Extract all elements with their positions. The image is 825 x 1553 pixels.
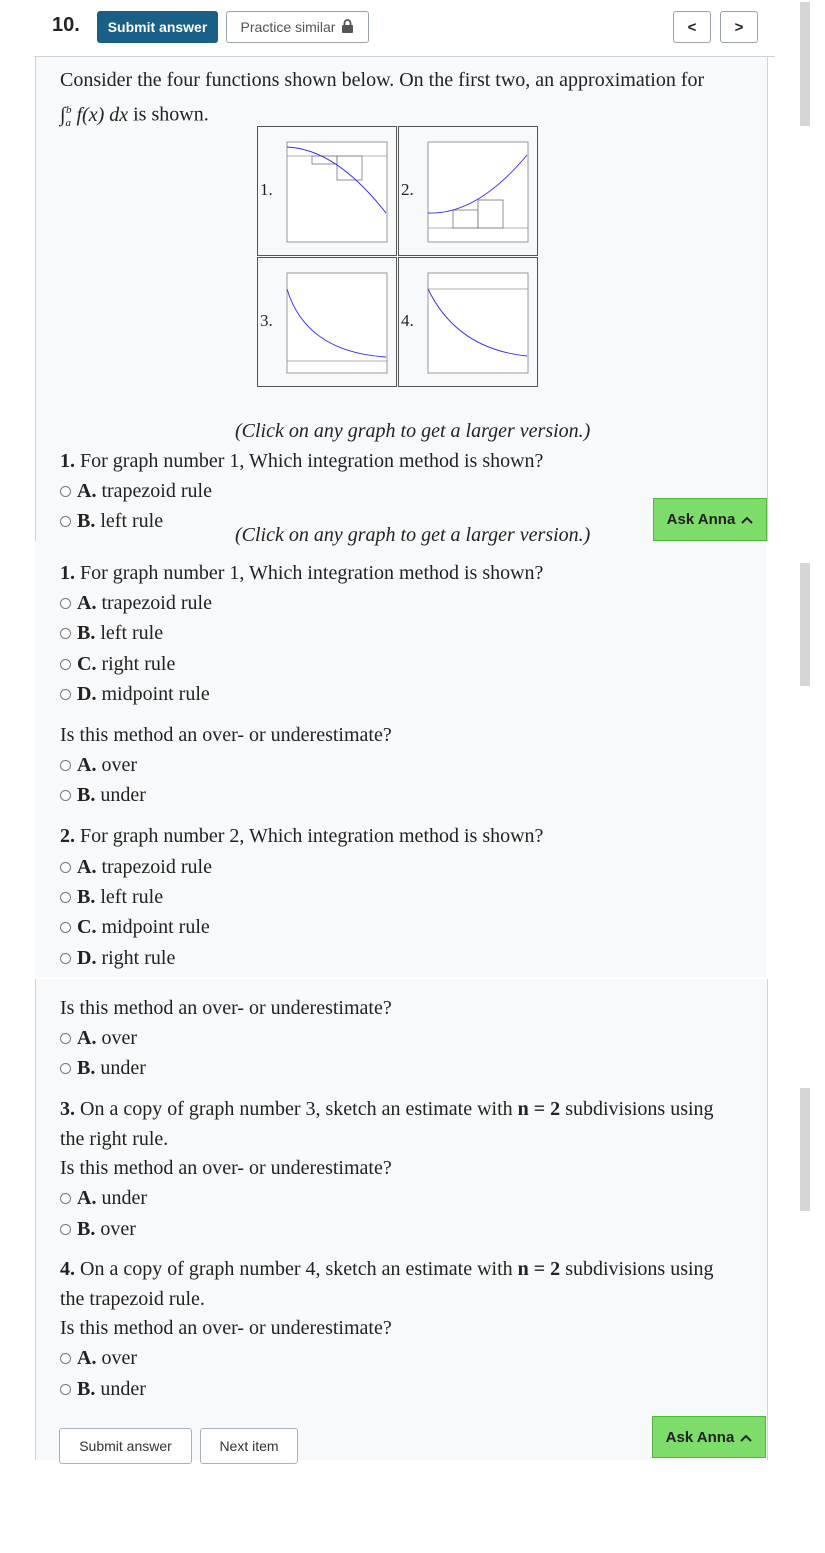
option-letter: D. [77, 683, 97, 705]
option-letter: C. [77, 916, 97, 938]
click-hint-clipped [235, 524, 591, 552]
option-text: midpoint rule [101, 916, 210, 938]
graph-1-plot [276, 133, 390, 251]
footer-submit-answer-button[interactable]: Submit answer [59, 1428, 192, 1464]
q4-prompt-after: subdivisions using [565, 1258, 714, 1280]
q1-sub-option-b[interactable] [60, 780, 146, 810]
click-hint-clipped-text: (Click on any graph to get a larger version.) [235, 524, 591, 546]
radio-button[interactable] [60, 760, 71, 771]
q3-prompt-line2: the right rule. [60, 1128, 169, 1150]
q1-number: 1. [60, 562, 75, 584]
option-letter: B. [77, 510, 96, 532]
q4-sub-option-a[interactable] [60, 1343, 137, 1373]
click-hint: (Click on any graph to get a larger version.) [235, 420, 591, 442]
scrollbar-thumb[interactable] [800, 1088, 810, 1211]
intro-text-after: is shown. [133, 103, 209, 126]
q1-overlay-prompt-text: For graph number 1, Which integration method is shown? [80, 450, 544, 472]
option-letter: B. [77, 1218, 96, 1240]
option-text: over [101, 754, 137, 776]
q1-sub-prompt: Is this method an over- or underestimate? [60, 724, 392, 746]
graph-1[interactable] [257, 126, 397, 256]
graph-4[interactable] [398, 257, 538, 387]
radio-button[interactable] [60, 1063, 71, 1074]
option-letter: A. [77, 480, 97, 502]
intro-text-before: Consider the four functions shown below. On the first two, an approximation for [60, 69, 705, 91]
q1-sub-option-a[interactable] [60, 750, 137, 780]
next-question-button[interactable] [720, 11, 758, 43]
q1-option-d[interactable] [60, 679, 210, 709]
radio-button[interactable] [60, 922, 71, 933]
q2-option-d[interactable] [60, 943, 175, 973]
graph-label: 3. [260, 311, 273, 330]
previous-question-button[interactable] [673, 11, 711, 43]
graph-label: 1. [260, 180, 273, 199]
option-text: over [100, 1218, 136, 1240]
option-letter: B. [77, 1378, 96, 1400]
chevron-left-icon: < [687, 18, 697, 36]
option-text: under [101, 1187, 147, 1209]
ask-anna-button[interactable] [652, 1416, 766, 1458]
option-letter: C. [77, 653, 97, 675]
q3-number: 3. [60, 1098, 75, 1120]
q3-prompt-before: On a copy of graph number 3, sketch an estimate with [80, 1098, 513, 1120]
q3-sub-option-b[interactable] [60, 1214, 136, 1244]
graph-label: 2. [401, 180, 414, 199]
ask-anna-label: Ask Anna [666, 511, 736, 528]
q2-option-a[interactable] [60, 852, 212, 882]
q1-overlay-option-b[interactable] [60, 506, 163, 536]
option-text: under [100, 784, 146, 806]
q4-prompt-line2: the trapezoid rule. [60, 1288, 205, 1310]
radio-button[interactable] [60, 1224, 71, 1235]
option-text: left rule [100, 510, 164, 532]
radio-button[interactable] [60, 516, 71, 527]
option-letter: A. [77, 754, 97, 776]
q3-math: n = 2 [517, 1098, 561, 1120]
q4-prompt-before: On a copy of graph number 4, sketch an estimate with [80, 1258, 513, 1280]
option-letter: A. [77, 1027, 97, 1049]
radio-button[interactable] [60, 953, 71, 964]
integral-expression: $\int_a^b$ f(x) dx [60, 103, 129, 129]
option-letter: A. [77, 1187, 97, 1209]
q1-option-a[interactable] [60, 588, 212, 618]
graph-label: 4. [401, 311, 414, 330]
radio-button[interactable] [60, 1353, 71, 1364]
option-text: trapezoid rule [101, 592, 212, 614]
radio-button[interactable] [60, 1193, 71, 1204]
option-text: left rule [100, 886, 164, 908]
q4-math: n = 2 [517, 1258, 561, 1280]
option-letter: A. [77, 1347, 97, 1369]
q3-sub-option-a[interactable] [60, 1183, 147, 1213]
graph-4-plot [417, 264, 531, 382]
q3-sub-prompt: Is this method an over- or underestimate? [60, 1157, 392, 1179]
scrollbar-thumb[interactable] [800, 563, 810, 686]
q3-prompt-after: subdivisions using [565, 1098, 714, 1120]
ask-anna-label: Ask Anna [665, 1428, 735, 1446]
q2-prompt [60, 821, 543, 851]
q2-sub-option-b[interactable] [60, 1053, 146, 1083]
q2-option-b[interactable] [60, 882, 163, 912]
radio-button[interactable] [60, 598, 71, 609]
option-letter: A. [77, 592, 97, 614]
graph-2[interactable] [398, 126, 538, 256]
q4-number: 4. [60, 1258, 75, 1280]
option-text: trapezoid rule [101, 856, 212, 878]
q1-option-c[interactable] [60, 649, 175, 679]
lock-icon [341, 19, 354, 36]
scrollbar-thumb[interactable] [800, 2, 810, 126]
practice-similar-label: Practice similar [240, 19, 336, 35]
q1-prompt-text: For graph number 1, Which integration method is shown? [80, 562, 544, 584]
option-text: midpoint rule [101, 683, 210, 705]
q2-sub-prompt: Is this method an over- or underestimate? [60, 997, 392, 1019]
option-text: trapezoid rule [101, 480, 212, 502]
graph-2-plot [417, 133, 531, 251]
graph-3-plot [276, 264, 390, 382]
option-text: under [100, 1378, 146, 1400]
option-letter: D. [77, 947, 97, 969]
submit-answer-button[interactable]: Submit answer [97, 11, 218, 43]
option-letter: A. [77, 856, 97, 878]
chevron-up-icon [740, 1429, 752, 1446]
option-text: over [101, 1027, 137, 1049]
option-text: right rule [101, 653, 176, 675]
radio-button[interactable] [60, 486, 71, 497]
radio-button[interactable] [60, 1033, 71, 1044]
radio-button[interactable] [60, 628, 71, 639]
q2-sub-option-a[interactable] [60, 1023, 137, 1053]
q2-prompt-text: For graph number 2, Which integration method is shown? [80, 825, 544, 847]
option-letter: B. [77, 784, 96, 806]
q1-overlay-prompt [60, 446, 543, 476]
q1-overlay-option-a[interactable] [60, 476, 212, 506]
graph-grid [257, 126, 539, 387]
graph-3[interactable] [257, 257, 397, 387]
q1-overlay-number: 1. [60, 450, 75, 472]
q3-prompt [60, 1094, 760, 1154]
q1-prompt [60, 558, 543, 588]
radio-button[interactable] [60, 862, 71, 873]
chevron-right-icon: > [734, 18, 744, 36]
radio-button[interactable] [60, 790, 71, 801]
option-letter: B. [77, 1057, 96, 1079]
q4-sub-prompt: Is this method an over- or underestimate? [60, 1317, 392, 1339]
question-number: 10. [52, 14, 80, 36]
q2-number: 2. [60, 825, 75, 847]
ask-anna-button[interactable] [653, 498, 767, 541]
option-text: right rule [101, 947, 176, 969]
radio-button[interactable] [60, 1384, 71, 1395]
q4-prompt [60, 1254, 760, 1314]
radio-button[interactable] [60, 689, 71, 700]
option-text: under [100, 1057, 146, 1079]
option-text: left rule [100, 622, 164, 644]
option-letter: B. [77, 886, 96, 908]
q4-sub-option-b[interactable] [60, 1374, 146, 1404]
q2-option-c[interactable] [60, 912, 210, 942]
radio-button[interactable] [60, 892, 71, 903]
option-text: over [101, 1347, 137, 1369]
next-item-button[interactable]: Next item [200, 1428, 298, 1464]
practice-similar-button[interactable] [226, 11, 369, 43]
option-letter: B. [77, 622, 96, 644]
q1-option-b[interactable] [60, 618, 163, 648]
chevron-up-icon [741, 511, 753, 528]
radio-button[interactable] [60, 659, 71, 670]
